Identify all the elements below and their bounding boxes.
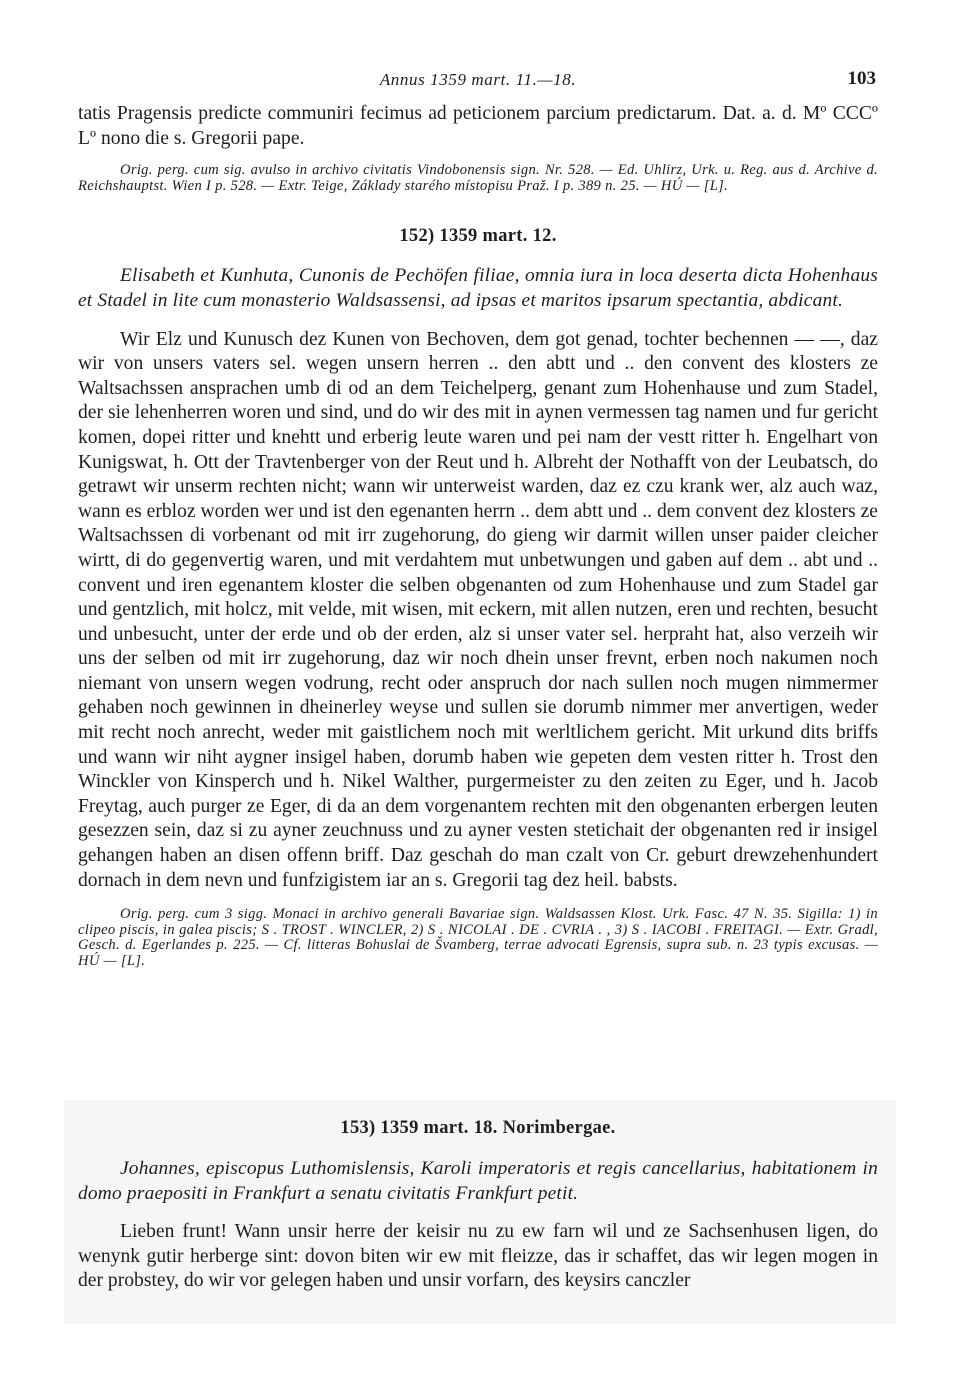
page-number: 103 [847, 68, 876, 89]
document-152-text: Wir Elz und Kunusch dez Kunen von Bechoven, dem got genad, tochter bechennen — —, daz wir von unsers vaters sel. wegen unsern herren .. den abtt und .. den convent des klosters ze Waltsachssen ansprachen umb di od an dem Teichelperg, genant zum Hohenhause und zum Stadel, der sie lehenherren woren und sind, und do wir des mit in aynen vermessen tag namen und fur gericht komen, dopei ritter und knehtt und erberig leute waren und pei nam der vestt ritter h. Engelhart von Kunigswat, h. Ott der Travtenberger von der Reut und h. Albreht der Nothafft von der Leubatsch, do getrawt wir unserm rechten nicht; wann wir unterweist warden, daz ez czu krank wer, alz auch waz, wann es erbloz worden wer und ist den egenanten herrn .. dem abtt und .. dem convent dez klosters ze Waltsachssen di vorbenant od mit irr zugehorung, do gieng wir darmit willen unser paider cleicher wirtt, di do gegenvertig waren, und mit verdahtem mut unbetwungen und gaben auf dem .. abt und .. convent und iren egenantem kloster die selben obgenanten od zum Hohenhause und zum Stadel gar und gentzlich, mit holcz, mit velde, mit wisen, mit eckern, mit allen nutzen, eren und rechten, besucht und unbesucht, unter der erde und ob der erden, alz si unser vater sel. herpraht hat, also verzeih wir uns der selben od mit irr zugehorung, daz wir noch dhein unser frevnt, erben noch nakumen noch niemant von unsern wegen vodrung, recht oder anspruch dor nach sullen noch mugen nimmermer gehaben noch gewinnen in dheinerley weyse und sullen sie dorumb nimmer mer anvertigen, weder mit recht noch anrecht, weder mit gaistlichem noch mit werltlichem gericht. Mit urkund dits briffs und wann wir niht aygner insigel haben, dorumb haben wie gepeten dem vesten ritter h. Trost den Winckler von Kinsperch und h. Nikel Walther, purgermeister zu den zeiten zu Eger, und h. Jacob Freytag, auch purger ze Eger, di da an dem vorgenantem rechten mit den obgenanten erbergen leuten gesezzen sein, daz si zu ayner zeuchnuss und zu ayner vesten stetichait der obgenanten red ir insigel gehangen haben an disen offenn briff. Daz geschah do man czalt von Cr. geburt drewzehenhundert dornach in dem nevn und funfzigistem iar an s. Gregorii tag dez heil. babsts. [78, 328, 878, 891]
prev-document-source-note: Orig. perg. cum sig. avulso in archivo civitatis Vindobonensis sign. Nr. 528. — Ed. Uhlirz, Urk. u. Reg. aus d. Archive d. Reichshauptst. Wien I p. 528. — Extr. Teige, Základy starého místopisu Praž. I p. 389 n. 25. — HÚ — [L]. [78, 162, 878, 194]
running-header [78, 66, 878, 102]
document-153-section [64, 1100, 896, 1324]
document-153-text: Lieben frunt! Wann unsir herre der keisir nu zu ew farn wil und ze Sachsenhusen ligen, do wenynk gutir herberge sint: dovon biten wir ew mit fleizze, das ir schaffet, das wir legen mogen in der probstey, do wir vor gelegen haben und unsir vorfarn, des keysirs canczler [78, 1221, 878, 1292]
document-152-source-note: Orig. perg. cum 3 sigg. Monaci in archivo generali Bavariae sign. Waldsassen Klost. Urk. Fasc. 47 N. 35. Sigilla: 1) in clipeo piscis, in galea piscis; S . TROST . WINCLER, 2) S . NICOLAI . DE . CVRIA . , 3) S . IACOBI . FREITAGI. — Extr. Gradl, Gesch. d. Egerlandes p. 225. — Cf. litteras Bohuslai de Švamberg, terrae advocati Egrensis, supra sub. n. 23 typis excusas. — HÚ — [L]. [78, 906, 878, 969]
document-152-regest: Elisabeth et Kunhuta, Cunonis de Pechöfen filiae, omnia iura in loca deserta dicta Hohenhaus et Stadel in lite cum monasterio Waldsassensi, ad ipsas et maritos ipsarum spectantia, abdicant. [78, 265, 878, 311]
document-152-heading: 152) 1359 mart. 12. [399, 226, 557, 247]
prev-document-text-end: tatis Pragensis predicte communiri fecimus ad peticionem parcium predictarum. Dat. a. d. Mº CCCº Lº nono die s. Gregorii pape. [78, 103, 878, 149]
document-153-regest: Johannes, episcopus Luthomislensis, Karoli imperatoris et regis cancellarius, habitationem in domo praepositi in Frankfurt a senatu civitatis Frankfurt petit. [78, 1158, 878, 1204]
document-153-heading: 153) 1359 mart. 18. Norimbergae. [340, 1118, 616, 1138]
running-title: Annus 1359 mart. 11.—18. [379, 70, 577, 89]
book-page [78, 66, 878, 970]
